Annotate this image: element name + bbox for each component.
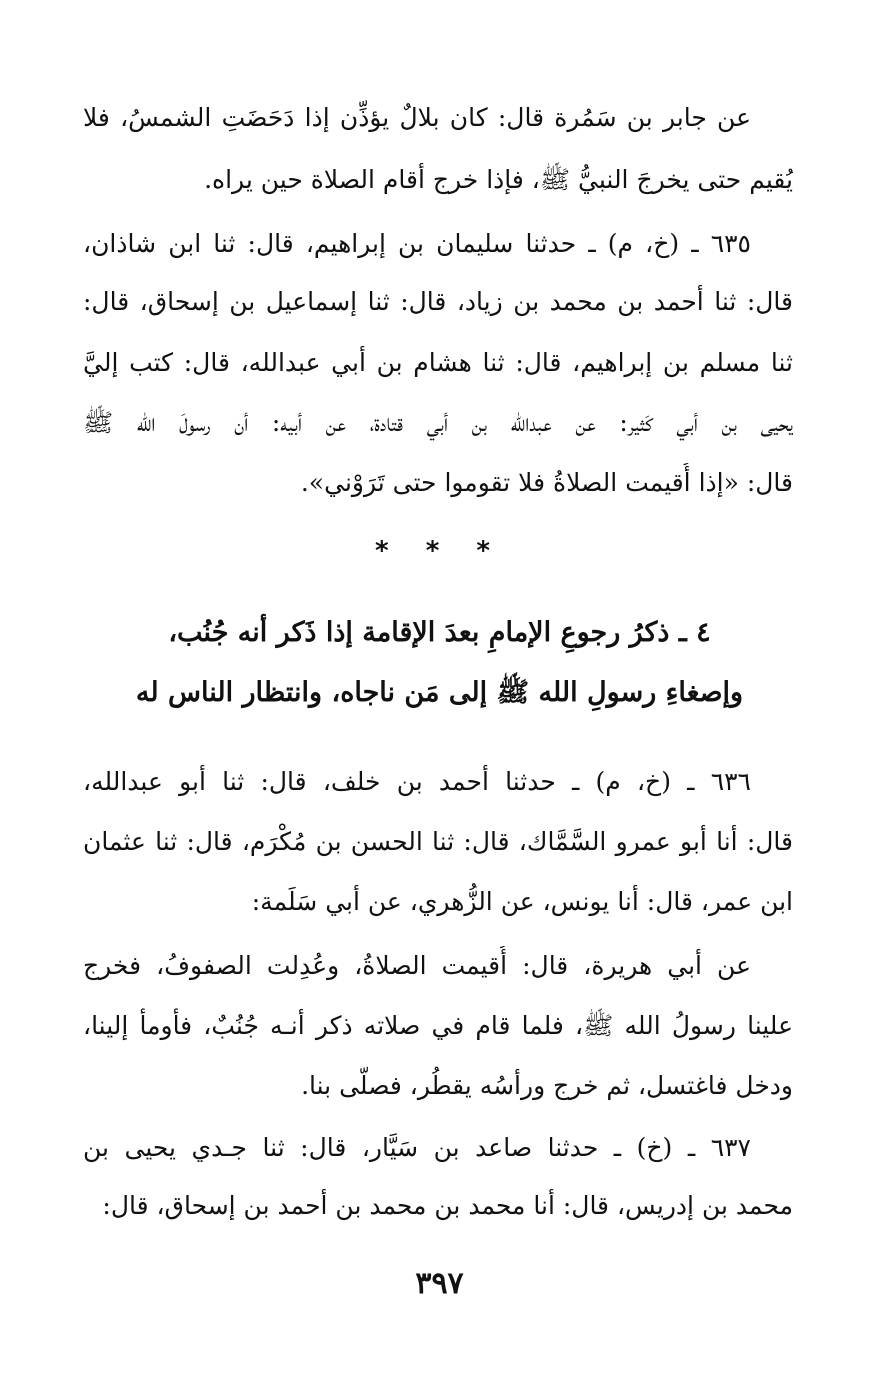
hadith-635-line: قال: ثنا أحمد بن محمد بن زياد، قال: ثنا إسماعيل بن إسحاق، قال: — [83, 287, 793, 316]
hadith-635-line: قال: «إذا أُقيمت الصلاةُ فلا تقوموا حتى تَرَوْني». — [300, 468, 793, 497]
hadith-637-line: محمد بن إدريس، قال: أنا محمد بن محمد بن أحمد بن إسحاق، قال: — [102, 1191, 793, 1220]
hadith-636-text-line: ودخل فاغتسل، ثم خرج ورأسُه يقطُر، فصلَّى بنا. — [301, 1071, 793, 1100]
hadith-637-line: ٦٣٧ ـ (خ) ـ حدثنا صاعد بن سَيَّار، قال: ثنا جـدي يحيى بن — [83, 1133, 751, 1162]
hadith-636-text-line: عن أبي هريرة، قال: أُقيمت الصلاةُ، وعُدِلت الصفوفُ، فخرج — [83, 951, 751, 980]
section-heading-line-1: ٤ ـ ذكرُ رجوعِ الإمامِ بعدَ الإقامة إذا ذَكر أنه جُنُب، — [168, 617, 711, 648]
page-number: ٣٩٧ — [415, 1266, 464, 1301]
hadith-636-text-line: علينا رسولُ الله ﷺ، فلما قام في صلاته ذكر أنـه جُنُبٌ، فأومأ إلينا، — [83, 1011, 793, 1040]
section-heading-line-2: وإصغاءِ رسولِ الله ﷺ إلى مَن ناجاه، وانتظار الناس له — [135, 677, 744, 708]
hadith-635-line: ثنا مسلم بن إبراهيم، قال: ثنا هشام بن أبي عبدالله، قال: كتب إليَّ — [83, 348, 793, 377]
hadith-636-line: قال: أنا أبو عمرو السَّمَّاك، قال: ثنا الحسن بن مُكْرَم، قال: ثنا عثمان — [83, 827, 793, 856]
hadith-636-line: ابن عمر، قال: أنا يونس، عن الزُّهري، عن أبي سَلَمة: — [251, 887, 793, 916]
hadith-636-line: ٦٣٦ ـ (خ، م) ـ حدثنا أحمد بن خلف، قال: ثنا أبو عبدالله، — [83, 767, 751, 796]
section-separator: * * * — [375, 536, 504, 566]
text-line: عن جابر بن سَمُرة قال: كان بلالٌ يؤذِّن إذا دَحَضَتِ الشمسُ، فلا — [83, 103, 751, 132]
text-line: يُقيم حتى يخرجَ النبيُّ ﷺ، فإذا خرج أقام الصلاة حين يراه. — [204, 165, 793, 194]
hadith-635-line: يحيى بن أبي كَثير: عن عبدالله بن أبي قتادة، عن أبيه: أن رسولَ الله ﷺ — [83, 408, 793, 437]
hadith-635-line: ٦٣٥ ـ (خ، م) ـ حدثنا سليمان بن إبراهيم، قال: ثنا ابن شاذان، — [83, 229, 751, 258]
